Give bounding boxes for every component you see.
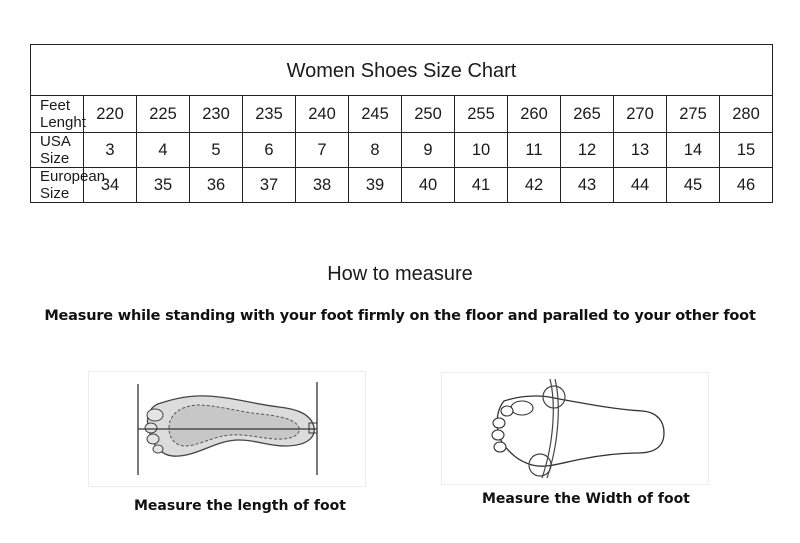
table-cell: 275	[667, 96, 720, 133]
table-cell: 45	[667, 168, 720, 203]
table-cell: 35	[137, 168, 190, 203]
table-cell: 36	[190, 168, 243, 203]
table-cell: 38	[296, 168, 349, 203]
table-cell: 280	[720, 96, 773, 133]
table-cell: 235	[243, 96, 296, 133]
table-cell: 15	[720, 133, 773, 168]
how-to-measure-heading: How to measure	[327, 263, 473, 285]
table-cell: 250	[402, 96, 455, 133]
table-cell: 270	[614, 96, 667, 133]
row-label: European Size	[31, 168, 84, 203]
width-caption: Measure the Width of foot	[482, 491, 690, 507]
row-label: USA Size	[31, 133, 84, 168]
table-cell: 3	[84, 133, 137, 168]
table-cell: 11	[508, 133, 561, 168]
table-cell: 42	[508, 168, 561, 203]
size-chart-table	[30, 44, 773, 203]
table-cell: 240	[296, 96, 349, 133]
table-cell: 13	[614, 133, 667, 168]
table-cell: 220	[84, 96, 137, 133]
table-cell: 14	[667, 133, 720, 168]
table-cell: 39	[349, 168, 402, 203]
table-cell: 230	[190, 96, 243, 133]
table-cell: 43	[561, 168, 614, 203]
table-cell: 46	[720, 168, 773, 203]
table-cell: 34	[84, 168, 137, 203]
table-cell: 44	[614, 168, 667, 203]
table-cell: 9	[402, 133, 455, 168]
table-cell: 5	[190, 133, 243, 168]
table-cell: 265	[561, 96, 614, 133]
row-label: Feet Lenght	[31, 96, 84, 133]
foot-length-illustration	[88, 371, 366, 487]
table-row-usa-size	[31, 133, 773, 168]
table-cell: 7	[296, 133, 349, 168]
table-cell: 6	[243, 133, 296, 168]
table-cell: 8	[349, 133, 402, 168]
table-cell: 41	[455, 168, 508, 203]
table-row-feet-length	[31, 96, 773, 133]
table-cell: 12	[561, 133, 614, 168]
table-cell: 255	[455, 96, 508, 133]
table-cell: 10	[455, 133, 508, 168]
table-cell: 40	[402, 168, 455, 203]
table-cell: 37	[243, 168, 296, 203]
table-cell: 4	[137, 133, 190, 168]
length-caption: Measure the length of foot	[134, 498, 346, 514]
table-cell: 260	[508, 96, 561, 133]
table-row-european-size	[31, 168, 773, 203]
table-title: Women Shoes Size Chart	[31, 45, 773, 96]
foot-width-illustration	[441, 372, 709, 485]
table-cell: 225	[137, 96, 190, 133]
measure-instruction: Measure while standing with your foot firmly on the floor and paralled to your other foot	[44, 308, 756, 324]
table-cell: 245	[349, 96, 402, 133]
